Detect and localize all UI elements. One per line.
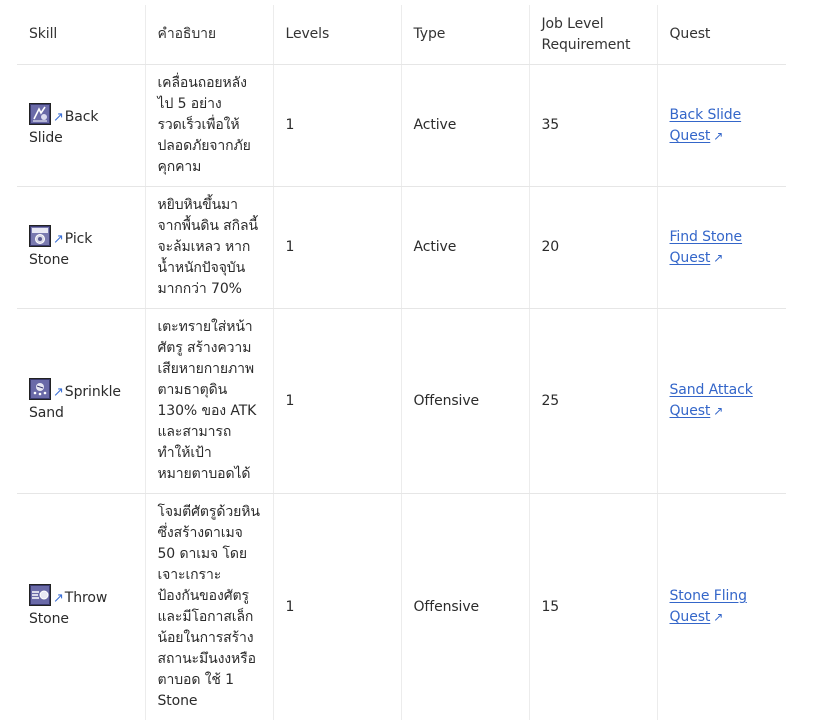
back-slide-icon <box>29 103 51 125</box>
quest-link-label[interactable]: Back Slide Quest <box>670 107 742 144</box>
quest-link-label[interactable]: Stone Fling Quest <box>670 588 747 625</box>
skill-name[interactable]: Pick Stone <box>29 231 92 268</box>
header-row <box>17 5 786 65</box>
type-cell: Active <box>401 187 529 309</box>
skill-link-arrow-icon[interactable]: ↗ <box>53 232 64 247</box>
quest-cell <box>657 309 786 494</box>
table-header <box>17 5 786 65</box>
skill-cell <box>17 309 145 494</box>
skill-name[interactable]: Throw Stone <box>29 590 107 627</box>
header-description: คำอธิบาย <box>145 5 273 65</box>
table-row <box>17 187 786 309</box>
description-cell: โจมตีศัตรูด้วยหินซึ่งสร้างดาเมจ 50 ดาเมจ โดยเจาะเกราะป้องกันของศัตรู และมีโอกาสเล็กน้อยในการสร้างสถานะมึนงงหรือตาบอด ใช้ 1 Stone <box>145 494 273 720</box>
table-row <box>17 309 786 494</box>
description-cell: เตะทรายใส่หน้าศัตรู สร้างความเสียหายกายภาพตามธาตุดิน 130% ของ ATK และสามารถทำให้เป้าหมายตาบอดได้ <box>145 309 273 494</box>
job-level-cell: 20 <box>529 187 657 309</box>
header-skill: Skill <box>17 5 145 65</box>
header-job-level: Job Level Requirement <box>529 5 657 65</box>
external-link-icon[interactable]: ↗ <box>713 607 723 628</box>
skill-link-arrow-icon[interactable]: ↗ <box>53 110 64 125</box>
throw-stone-icon <box>29 584 51 606</box>
levels-cell: 1 <box>273 187 401 309</box>
external-link-icon[interactable]: ↗ <box>713 248 723 269</box>
job-level-cell: 25 <box>529 309 657 494</box>
quest-link-label[interactable]: Sand Attack Quest <box>670 382 753 419</box>
header-levels: Levels <box>273 5 401 65</box>
skill-cell <box>17 65 145 187</box>
type-cell: Offensive <box>401 494 529 720</box>
levels-cell: 1 <box>273 494 401 720</box>
levels-cell: 1 <box>273 309 401 494</box>
table-row <box>17 494 786 720</box>
table-row <box>17 65 786 187</box>
external-link-icon[interactable]: ↗ <box>713 126 723 147</box>
type-cell: Active <box>401 65 529 187</box>
external-link-icon[interactable]: ↗ <box>713 401 723 422</box>
description-cell: หยิบหินขึ้นมาจากพื้นดิน สกิลนี้จะล้มเหลว หากน้ำหนักปัจจุบันมากกว่า 70% <box>145 187 273 309</box>
sprinkle-sand-icon <box>29 378 51 400</box>
quest-link[interactable] <box>670 382 753 419</box>
quest-link[interactable] <box>670 229 743 266</box>
pick-stone-icon <box>29 225 51 247</box>
skill-name[interactable]: Sprinkle Sand <box>29 384 121 421</box>
quest-cell <box>657 65 786 187</box>
job-level-cell: 35 <box>529 65 657 187</box>
quest-link-label[interactable]: Find Stone Quest <box>670 229 743 266</box>
table-body <box>17 65 786 720</box>
levels-cell: 1 <box>273 65 401 187</box>
job-level-cell: 15 <box>529 494 657 720</box>
skill-cell <box>17 187 145 309</box>
quest-cell <box>657 494 786 720</box>
description-cell: เคลื่อนถอยหลังไป 5 อย่างรวดเร็วเพื่อให้ปลอดภัยจากภัยคุกคาม <box>145 65 273 187</box>
type-cell: Offensive <box>401 309 529 494</box>
quest-link[interactable] <box>670 588 747 625</box>
skill-name[interactable]: Back Slide <box>29 109 98 146</box>
quest-cell <box>657 187 786 309</box>
skills-table-container <box>17 5 786 720</box>
skill-link-arrow-icon[interactable]: ↗ <box>53 591 64 606</box>
header-quest: Quest <box>657 5 786 65</box>
header-type: Type <box>401 5 529 65</box>
skills-table <box>17 5 786 720</box>
skill-link-arrow-icon[interactable]: ↗ <box>53 385 64 400</box>
skill-cell <box>17 494 145 720</box>
quest-link[interactable] <box>670 107 742 144</box>
